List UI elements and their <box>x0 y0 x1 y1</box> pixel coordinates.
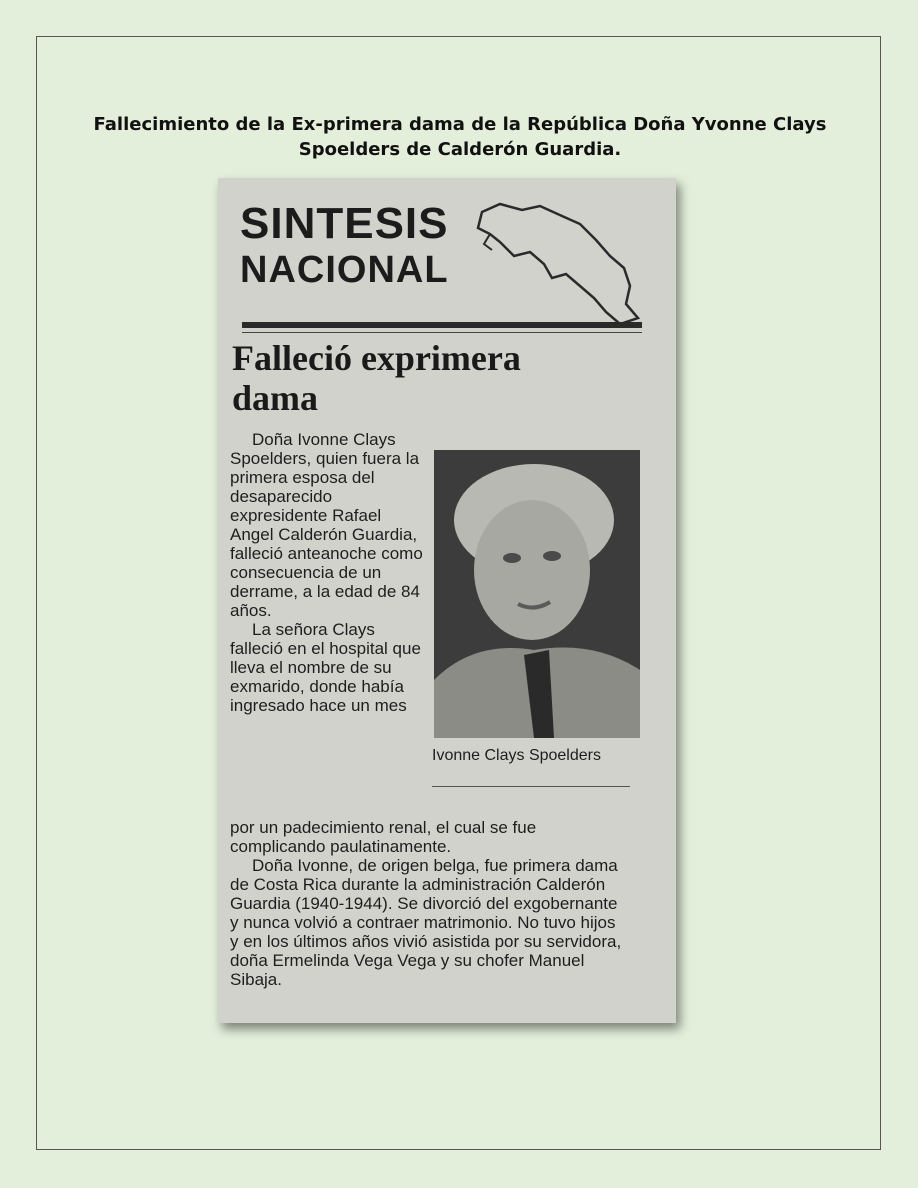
caption-rule <box>432 786 630 787</box>
article-paragraph-2-start: La señora Clays falleció en el hospital que lleva el nombre de su exmarido, donde había ingresado hace un mes <box>230 620 421 715</box>
masthead-line2: NACIONAL <box>240 249 449 291</box>
portrait-photo <box>434 450 640 738</box>
article-paragraph-1: Doña Ivonne Clays Spoelders, quien fuera la primera esposa del desaparecido expresidente Rafael Angel Calderón Guardia, falleció anteanoche como consecuencia de un derrame, a la edad de 84 años. <box>230 430 423 620</box>
photo-caption: Ivonne Clays Spoelders <box>432 747 601 764</box>
masthead-thin-rule <box>242 332 642 333</box>
costa-rica-map-icon <box>470 194 650 334</box>
article-paragraph-3: Doña Ivonne, de origen belga, fue primera dama de Costa Rica durante la administración Calderón Guardia (1940-1944). Se divorció del exgobernante y nunca volvió a contraer matrimonio. No tuvo hijos y en los últimos años vivió asistida por su servidora, doña Ermelinda Vega Vega y su chofer Manuel Sibaja. <box>230 856 622 989</box>
page-title: Fallecimiento de la Ex-primera dama de la República Doña Yvonne Clays Spoelders de Calderón Guardia. <box>93 114 827 160</box>
masthead-rule <box>242 322 642 328</box>
portrait-image <box>434 450 640 738</box>
article-headline: Falleció exprimera dama <box>232 338 521 418</box>
masthead <box>240 200 449 292</box>
article-body-bottom <box>230 818 622 989</box>
newspaper-clipping <box>218 178 676 1023</box>
masthead-line1: SINTESIS <box>240 199 449 248</box>
article-paragraph-2-end: por un padecimiento renal, el cual se fue complicando paulatinamente. <box>230 818 537 856</box>
